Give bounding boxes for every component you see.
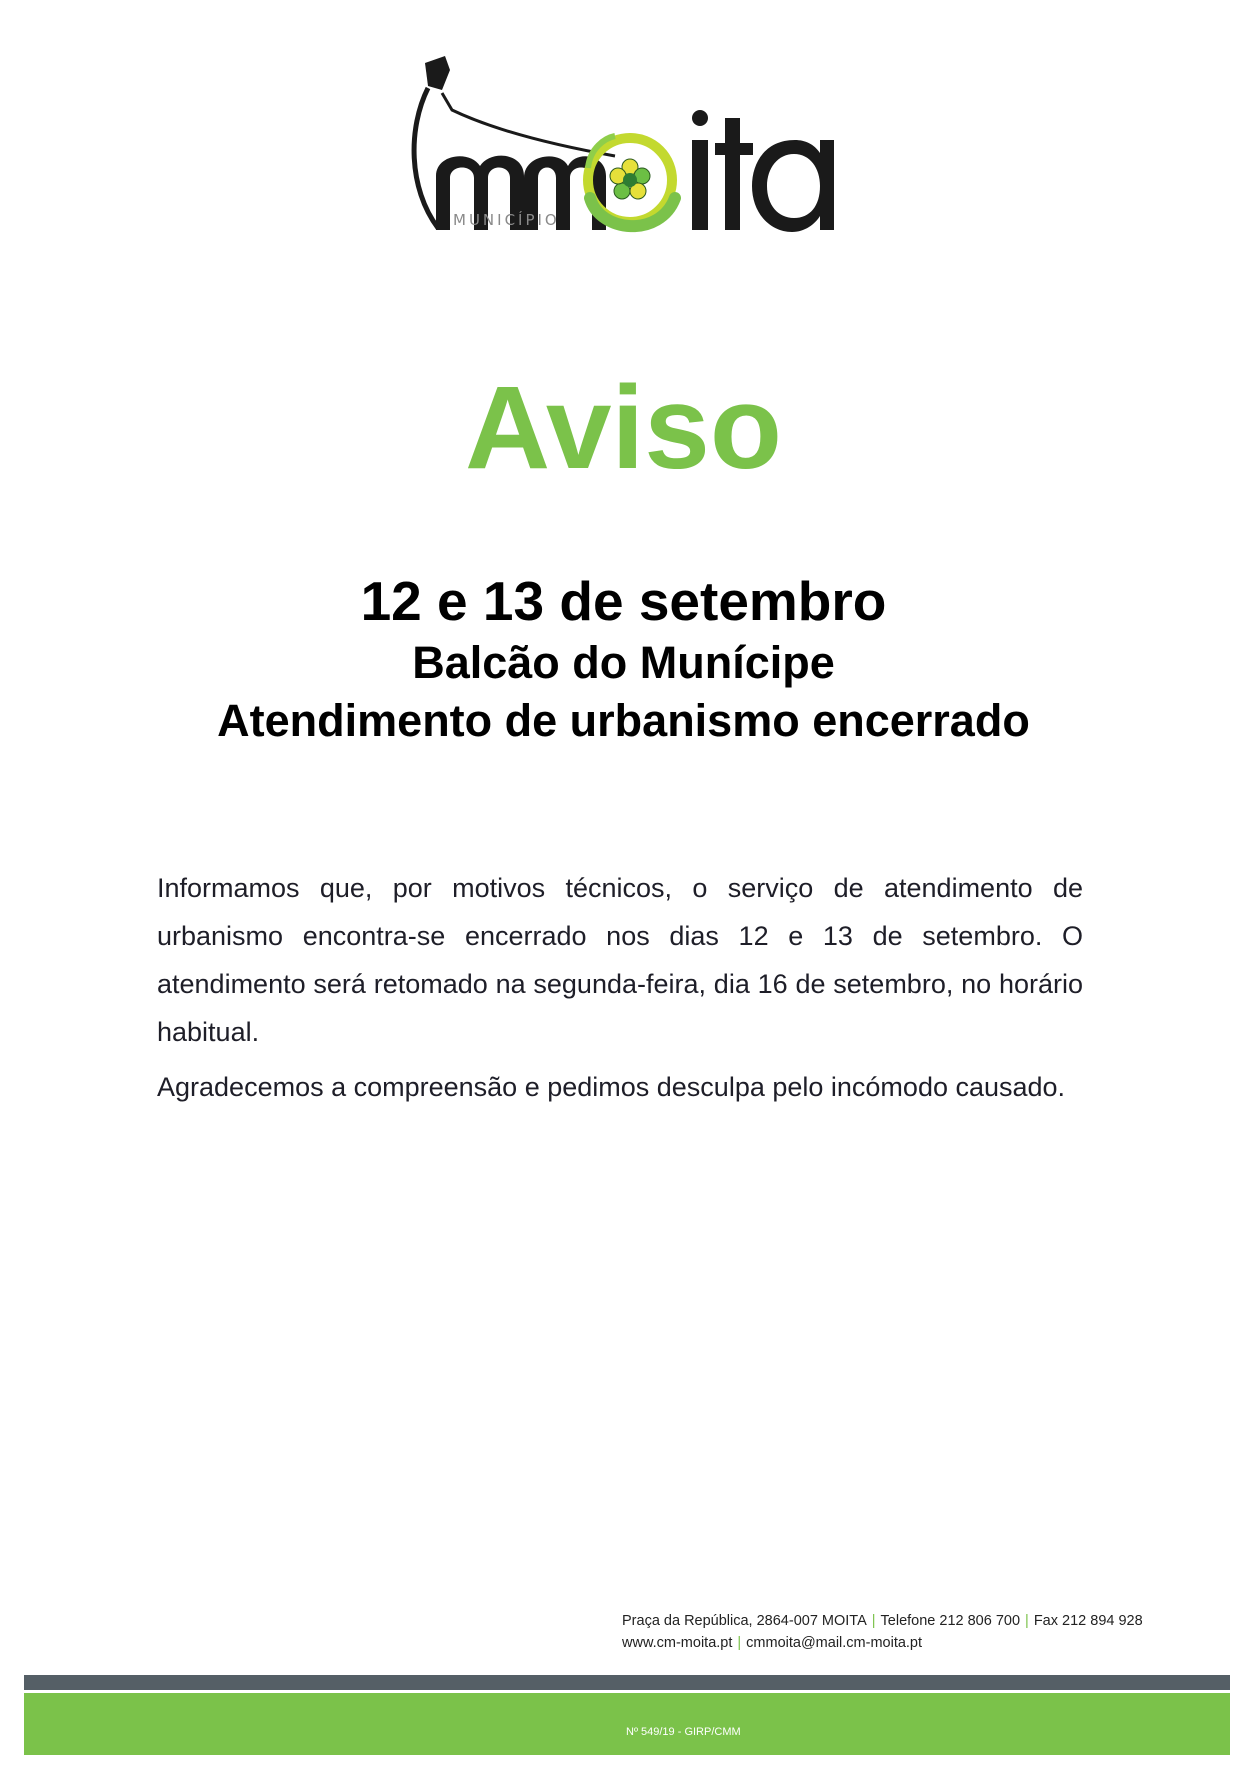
footer-address: Praça da República, 2864-007 MOITA <box>622 1613 867 1629</box>
logo-subtitle: MUNICÍPIO <box>453 211 560 229</box>
footer-website-link[interactable]: www.cm-moita.pt <box>622 1635 733 1651</box>
service-heading: Balcão do Munícipe <box>412 637 835 688</box>
footer-fax: Fax 212 894 928 <box>1033 1613 1143 1629</box>
footer-phone: Telefone 212 806 700 <box>880 1613 1021 1629</box>
date-heading: 12 e 13 de setembro <box>360 570 887 632</box>
footer-green-bar <box>24 1693 1230 1755</box>
footer-contact <box>622 1610 1143 1654</box>
body-paragraph: Agradecemos a compreensão e pedimos desculpa pelo incómodo causado. <box>157 1072 1066 1102</box>
body-paragraph: Informamos que, por motivos técnicos, o serviço de atendimento de urbanismo encontra-se encerrado nos dias 12 e 13 de setembro. O atendimento será retomado na segunda-feira, dia 16 de setembro, no horário habitual. <box>157 873 1083 1047</box>
document-reference: Nº 549/19 - GIRP/CMM <box>626 1726 741 1738</box>
footer-line-1 <box>622 1610 1143 1632</box>
notice-title: Aviso <box>465 362 782 494</box>
notice-headings <box>0 568 1247 750</box>
footer-gray-bar <box>24 1675 1230 1690</box>
notice-body <box>157 864 1083 1118</box>
closure-heading: Atendimento de urbanismo encerrado <box>217 695 1030 746</box>
footer-line-2 <box>622 1632 1143 1654</box>
municipio-moita-logo <box>400 48 840 248</box>
separator: | <box>871 1613 876 1629</box>
separator: | <box>1025 1613 1029 1629</box>
footer-email-link[interactable]: cmmoita@mail.cm-moita.pt <box>746 1635 923 1651</box>
separator: | <box>737 1635 742 1651</box>
